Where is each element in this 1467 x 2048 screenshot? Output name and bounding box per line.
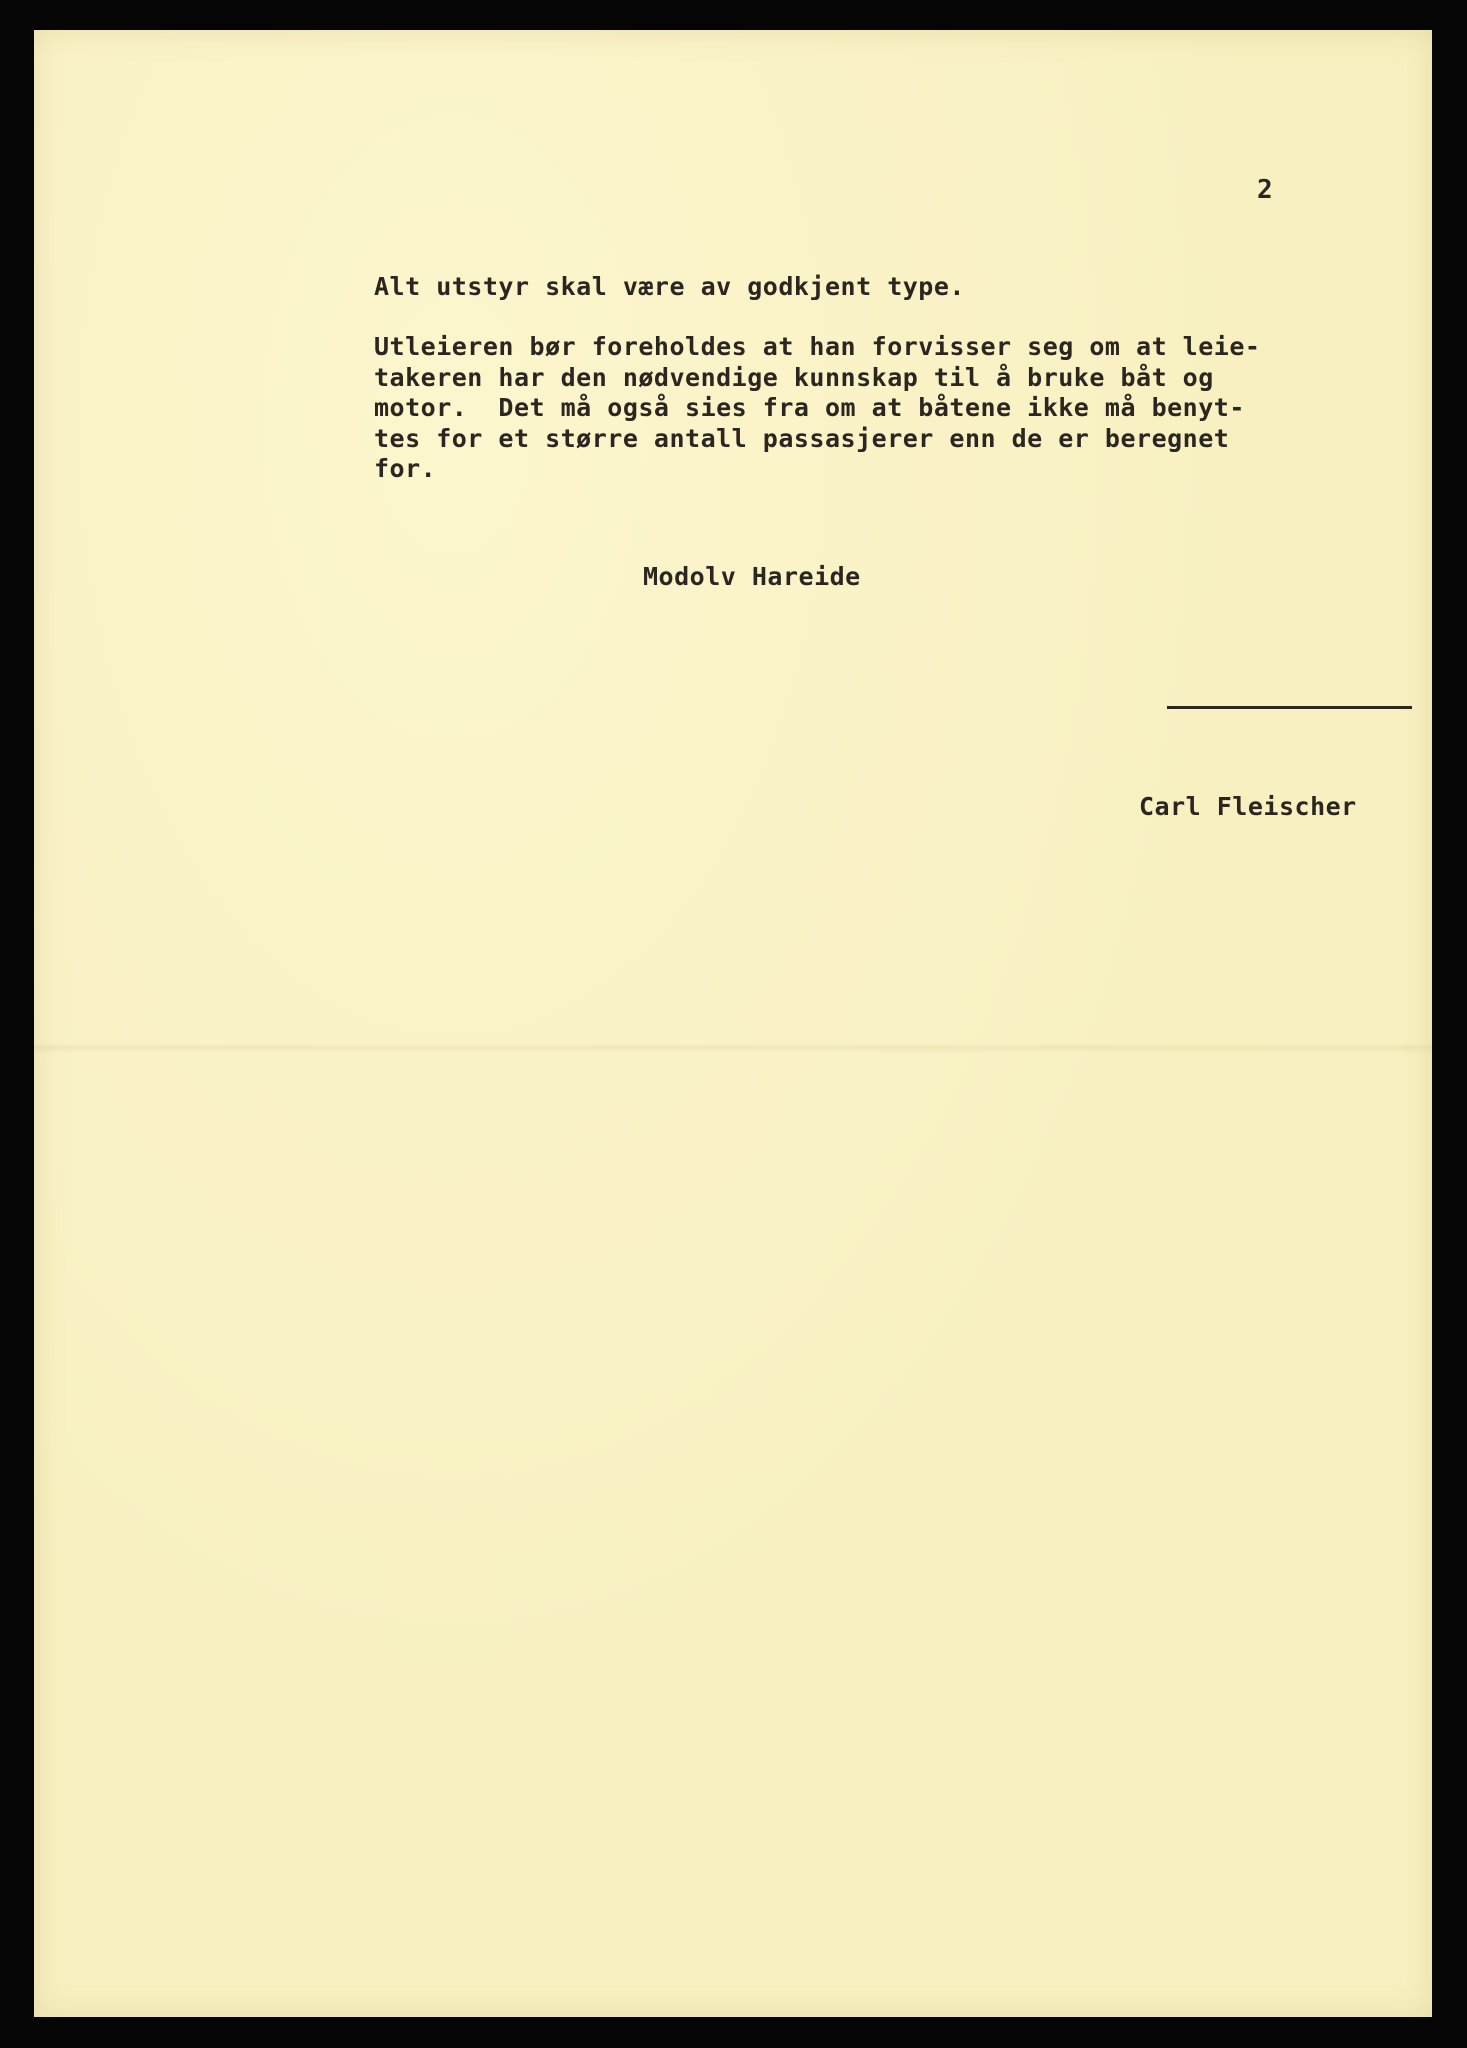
paragraph-line: tes for et større antall passasjerer enn de er beregnet bbox=[374, 423, 1230, 453]
paragraph-line: motor. Det må også sies fra om at båtene ikke må benyt- bbox=[374, 393, 1245, 422]
paragraph-line: Utleieren bør foreholdes at han forvisser seg om at leie- bbox=[374, 332, 1261, 361]
signature-modolv-hareide: Modolv Hareide bbox=[643, 562, 861, 591]
body-paragraph bbox=[374, 332, 1260, 485]
paragraph-line: for. bbox=[374, 454, 437, 483]
signature-carl-fleischer: Carl Fleischer bbox=[1139, 792, 1357, 821]
equipment-sentence: Alt utstyr skal være av godkjent type. bbox=[374, 272, 965, 301]
signature-line bbox=[1167, 706, 1412, 709]
paragraph-line: takeren har den nødvendige kunnskap til å bruke båt og bbox=[374, 362, 1214, 392]
page-number: 2 bbox=[1257, 175, 1274, 205]
document-page bbox=[34, 30, 1432, 2017]
